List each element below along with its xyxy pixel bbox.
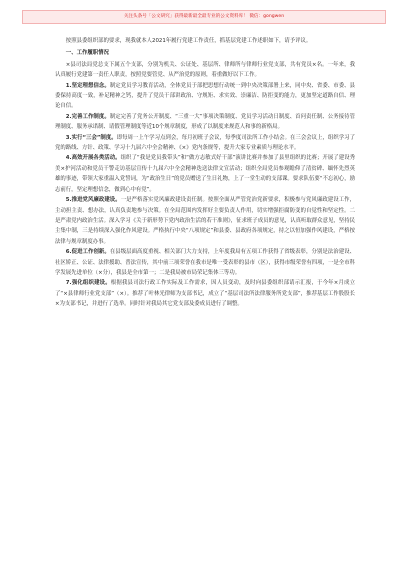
item-label: 6.促进工作创新。 <box>65 249 110 256</box>
item-label: 3.实行“三会”制度。 <box>65 134 117 141</box>
promo-banner: 关注头条号「公文研究」获得最新最全最专业的公文资料库！ 微信：gongwen <box>22 10 386 24</box>
report-body <box>55 36 355 310</box>
item-text: 一是严格落实党风廉政建设责任制。按照全面从严管党治党新要求，积极参与党风廉政建设工作，主动担主责、想办法，认真负责地参与决策。在全局范围内发挥好主要负责人作用，切实增强拒腐防变的自觉性和坚定性。二是严肃党内政治生活。深入学习《关于新形势下党内政治生活的若干准则》，征求班子成员的意见，认真听取群众意见，坚持民主集中制，三是持续深入强化作风建设。严格执行中央“八项规定”和县委、县政府各项规定，持之以恒加强作风建设，严格按法律与规章制度办事。 <box>55 197 355 245</box>
item-text: 制定完善了党务公开制度、“三重一大”事项决策制度、党员学习活动日制度、首问责任制、公务接待管理制度、服务承诺制、请假管理制度等近10个规章制度，形成了以制度来规范人和事的新格局。 <box>55 113 355 131</box>
item-ideals <box>55 81 355 112</box>
overview-paragraph: ×县司法局党总支下属五个支部，分别为机关、公证处、基层所、律师所与律师行业党支部，共有党员×名。一年来，我认真履行党建第一责任人职责，按照党要管党、从严治党的原则，着重做好以下工作。 <box>55 61 355 79</box>
item-text: 在县级层面高度重视、相关部门大力支持，上年度我局有五项工作获得了省级表彰，分别是法治建设、社区矫正、公证、法律援助、普法宣传，其中前三项荣誉在我市是唯一受表彰的县市（区），获得市级荣誉有四项，一是全市科学发展先进单位（×分），我县是全市第一；二是我局被市局荣记集体三等功。 <box>55 249 355 276</box>
item-three-meetings <box>55 133 355 154</box>
item-label: 7.强化组织建设。 <box>65 280 111 287</box>
item-system <box>55 112 355 133</box>
item-label: 2.完善工作制度。 <box>65 113 110 120</box>
item-innovation <box>55 247 355 278</box>
item-label: 5.推进党风廉政建设。 <box>65 197 121 204</box>
item-text: 根据我县司法行政工作实际及工作需求，因人员变动，及时向县委组织部请示汇报，于今年×月成立了“×县律师行业党支部”（×）。推荐了叶林光律师为支部书记，成立了“基层司法所法律服务所党支部”，推荐基层工作股股长×为支部书记，并进行了选举。同时针对我局其它党支部及委成员进行了调整。 <box>55 280 355 308</box>
item-activities <box>55 153 355 195</box>
item-text: 制定党员学习教育活动，全体党员于部把思想行动统一到中央决策部署上来，同中央、省委、市委、县委保持高度一致，补足精神之钙，提升了党员干部讲政治、守规矩、求实效、崇廉洁、防拒变的能力，更加坚定道路自信、理论自信。 <box>55 82 355 110</box>
intro-paragraph: 按照县委组织部的要求，现我就本人2021年履行党建工作责任，抓基层党建工作述职如下，请予评议。 <box>65 38 312 44</box>
item-text: 组织了“我是党员我带头”和“做方志敏式好干部”演讲比赛并参加了县里组织的比赛；开展了建设秀美×护河活动和党员干警走访基层宣传十九届六中全会精神迭送法律文宣活动；组织全局党员参观瞻仰了清贫碑、缅怀先烈英雄的事迹，带领大家重温入党誓词，为“政治生日”的党员赠送了生日礼物，上了一堂生动的支部课。要求队伍要“不忘初心，励志前行，坚定理想信念，做到心中有党”。 <box>55 155 355 193</box>
item-text: 即每周一上午学习点到会，每月初班子会议，每季度司法所工作小结会。在三会会议上，组织学习了党的路线、方针、政策、学习十九届六中全会精神、《×》党内条规等，提升大家专业素质与理论水平。 <box>55 134 355 152</box>
item-label: 1.坚定理想信念。 <box>65 82 110 89</box>
item-integrity <box>55 195 355 247</box>
item-label: 4.高效开展各类活动。 <box>65 155 121 162</box>
section-heading-work-performance: 一、工作履职情况 <box>65 50 109 57</box>
item-organization <box>55 278 355 309</box>
